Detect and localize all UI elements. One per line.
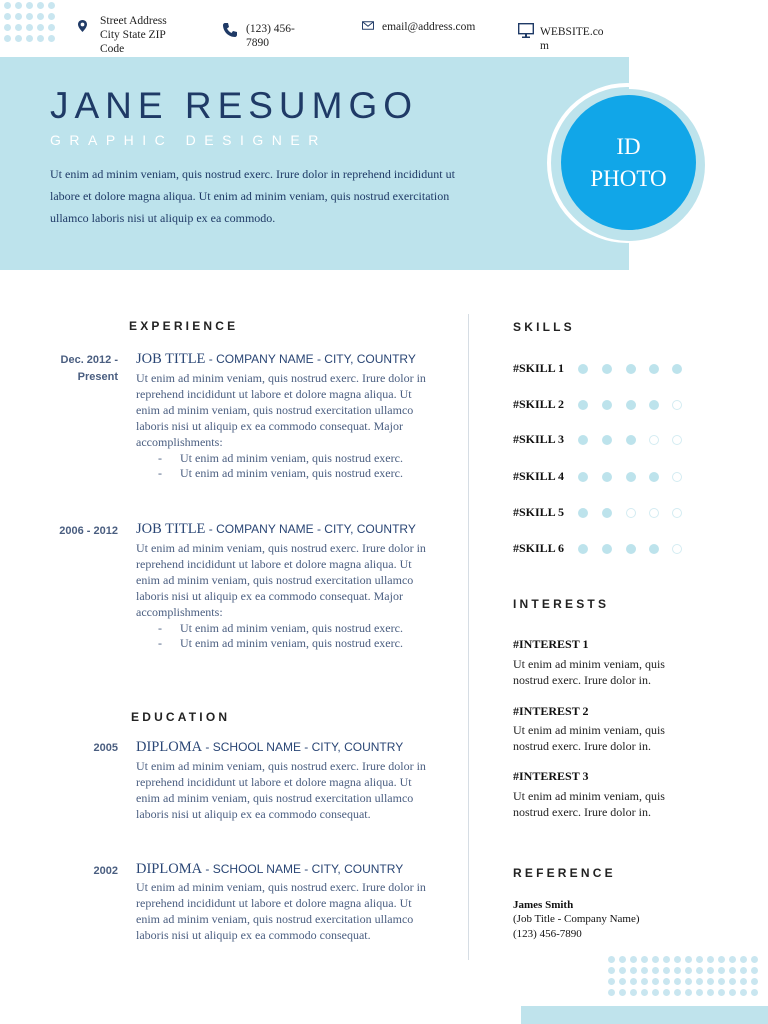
decorative-dots-bottom-right <box>608 956 758 996</box>
company-line: - COMPANY NAME - CITY, COUNTRY <box>205 352 416 366</box>
reference-position: (Job Title - Company Name) <box>513 913 640 925</box>
interest-title: #INTEREST 1 <box>513 637 589 651</box>
skill-row <box>513 469 693 485</box>
map-pin-icon <box>78 18 90 34</box>
skill-level-dot-filled <box>578 508 588 518</box>
skill-label: #SKILL 6 <box>513 541 565 555</box>
skill-level-dot-filled <box>602 435 612 445</box>
entry-title <box>136 739 403 756</box>
photo-label: ID PHOTO <box>590 133 667 191</box>
profile-summary: Ut enim ad minim veniam, quis nostrud exerc. Irure dolor in reprehend incididunt ut labore et dolore magna aliqua. Ut enim ad minim veniam, quis nostrud exercitation ullamco laboris nisi ut aliquip ex ea commodo. <box>50 167 455 225</box>
interests-heading: INTERESTS <box>513 597 610 611</box>
skill-level-dot-filled <box>578 364 588 374</box>
accomplishment-bullet: - Ut enim ad minim veniam, quis nostrud exerc. <box>158 636 403 650</box>
skill-level-dot-empty <box>649 508 659 518</box>
skill-level-dot-empty <box>672 508 682 518</box>
entry-description: Ut enim ad minim veniam, quis nostrud exerc. Irure dolor in reprehend incididunt ut labore et dolore magna aliqua. Ut enim ad minim veniam, quis nostrud exercitation ullamco laboris nisi ut aliquip ex ea commodo consequat. <box>136 759 426 821</box>
skill-label: #SKILL 3 <box>513 432 565 446</box>
interest-description: Ut enim ad minim veniam, quis nostrud exerc. Irure dolor in. <box>513 657 665 687</box>
skill-level-dot-filled <box>626 364 636 374</box>
skill-row <box>513 397 693 413</box>
reference-name: James Smith <box>513 899 574 911</box>
interest-title: #INTEREST 3 <box>513 769 589 783</box>
entry-date: Dec. 2012 - Present <box>60 354 118 383</box>
skill-label: #SKILL 5 <box>513 505 565 519</box>
accomplishment-bullet: - Ut enim ad minim veniam, quis nostrud exerc. <box>158 621 403 635</box>
entry-title <box>136 521 416 538</box>
skill-row <box>513 432 693 448</box>
phone-text: (123) 456-7890 <box>246 23 295 49</box>
decorative-bar <box>521 1006 768 1024</box>
skill-level-dot-filled <box>602 472 612 482</box>
school-line: - SCHOOL NAME - CITY, COUNTRY <box>202 862 404 876</box>
contact-phone <box>222 14 312 48</box>
skill-label: #SKILL 4 <box>513 469 565 483</box>
school-line: - SCHOOL NAME - CITY, COUNTRY <box>202 740 404 754</box>
skill-level-dot-empty <box>672 400 682 410</box>
diploma-title: DIPLOMA <box>136 861 203 877</box>
decorative-dots-top-left <box>4 2 55 42</box>
skills-heading: SKILLS <box>513 320 575 334</box>
skill-level-dot-filled <box>602 508 612 518</box>
reference-phone: (123) 456-7890 <box>513 928 582 940</box>
experience-heading: EXPERIENCE <box>129 319 239 333</box>
contact-address <box>78 14 188 58</box>
id-photo-placeholder <box>561 95 696 230</box>
column-divider <box>468 314 469 960</box>
email-text: email@address.com <box>382 21 476 33</box>
entry-description: Ut enim ad minim veniam, quis nostrud exerc. Irure dolor in reprehend incididunt ut labore et dolore magna aliqua. Ut enim ad minim veniam, quis nostrud exercitation ullamco laboris nisi ut aliquip ex ea commodo consequat. <box>136 880 426 942</box>
skill-level-dot-filled <box>578 435 588 445</box>
job-title: JOB TITLE <box>136 351 206 367</box>
entry-date: 2005 <box>93 742 118 754</box>
skill-level-dot-empty <box>672 435 682 445</box>
skill-level-dot-filled <box>602 544 612 554</box>
skill-level-dot-empty <box>672 544 682 554</box>
skill-level-dot-filled <box>649 544 659 554</box>
envelope-icon <box>360 21 376 33</box>
skill-level-dot-filled <box>626 472 636 482</box>
skill-level-dot-filled <box>626 544 636 554</box>
skill-level-dot-filled <box>626 400 636 410</box>
accomplishment-bullet: - Ut enim ad minim veniam, quis nostrud exerc. <box>158 451 403 465</box>
skill-level-dot-filled <box>578 400 588 410</box>
entry-date: 2006 - 2012 <box>59 525 118 537</box>
monitor-icon <box>518 23 534 39</box>
entry-title <box>136 861 403 878</box>
education-heading: EDUCATION <box>131 710 231 724</box>
interest-title: #INTEREST 2 <box>513 704 589 718</box>
skill-row <box>513 505 693 521</box>
accomplishment-bullet: - Ut enim ad minim veniam, quis nostrud exerc. <box>158 466 403 480</box>
reference-heading: REFERENCE <box>513 866 616 880</box>
entry-date: 2002 <box>93 865 118 877</box>
company-line: - COMPANY NAME - CITY, COUNTRY <box>205 522 416 536</box>
skill-level-dot-empty <box>626 508 636 518</box>
skill-level-dot-filled <box>578 544 588 554</box>
skill-row <box>513 541 693 557</box>
contact-website <box>518 14 618 52</box>
job-title: JOB TITLE <box>136 521 206 537</box>
skill-level-dot-filled <box>649 472 659 482</box>
website-text: WEBSITE.com <box>540 26 604 52</box>
contact-email <box>360 14 490 34</box>
skill-level-dot-empty <box>672 472 682 482</box>
entry-description: Ut enim ad minim veniam, quis nostrud exerc. Irure dolor in reprehend incididunt ut labore et dolore magna aliqua. Ut enim ad minim veniam, quis nostrud exercitation ullamco laboris nisi ut aliquip ex ea commodo consequat. Major accomplishments: <box>136 541 426 619</box>
entry-description: Ut enim ad minim veniam, quis nostrud exerc. Irure dolor in reprehend incididunt ut labore et dolore magna aliqua. Ut enim ad minim veniam, quis nostrud exercitation ullamco laboris nisi ut aliquip ex ea commodo consequat. Major accomplishments: <box>136 371 426 449</box>
skill-row <box>513 361 693 377</box>
interest-description: Ut enim ad minim veniam, quis nostrud exerc. Irure dolor in. <box>513 789 665 819</box>
skill-level-dot-filled <box>672 364 682 374</box>
candidate-role: GRAPHIC DESIGNER <box>50 132 327 148</box>
skill-level-dot-filled <box>649 364 659 374</box>
phone-icon <box>222 22 238 38</box>
entry-title <box>136 351 416 368</box>
skill-label: #SKILL 1 <box>513 361 565 375</box>
skill-label: #SKILL 2 <box>513 397 565 411</box>
candidate-name: JANE RESUMGO <box>50 85 419 126</box>
skill-level-dot-filled <box>602 400 612 410</box>
skill-level-dot-filled <box>578 472 588 482</box>
diploma-title: DIPLOMA <box>136 739 203 755</box>
address-text: Street Address City State ZIP Code <box>100 15 167 55</box>
skill-level-dot-filled <box>602 364 612 374</box>
skill-level-dot-filled <box>626 435 636 445</box>
skill-level-dot-empty <box>649 435 659 445</box>
interest-description: Ut enim ad minim veniam, quis nostrud exerc. Irure dolor in. <box>513 723 665 753</box>
skill-level-dot-filled <box>649 400 659 410</box>
